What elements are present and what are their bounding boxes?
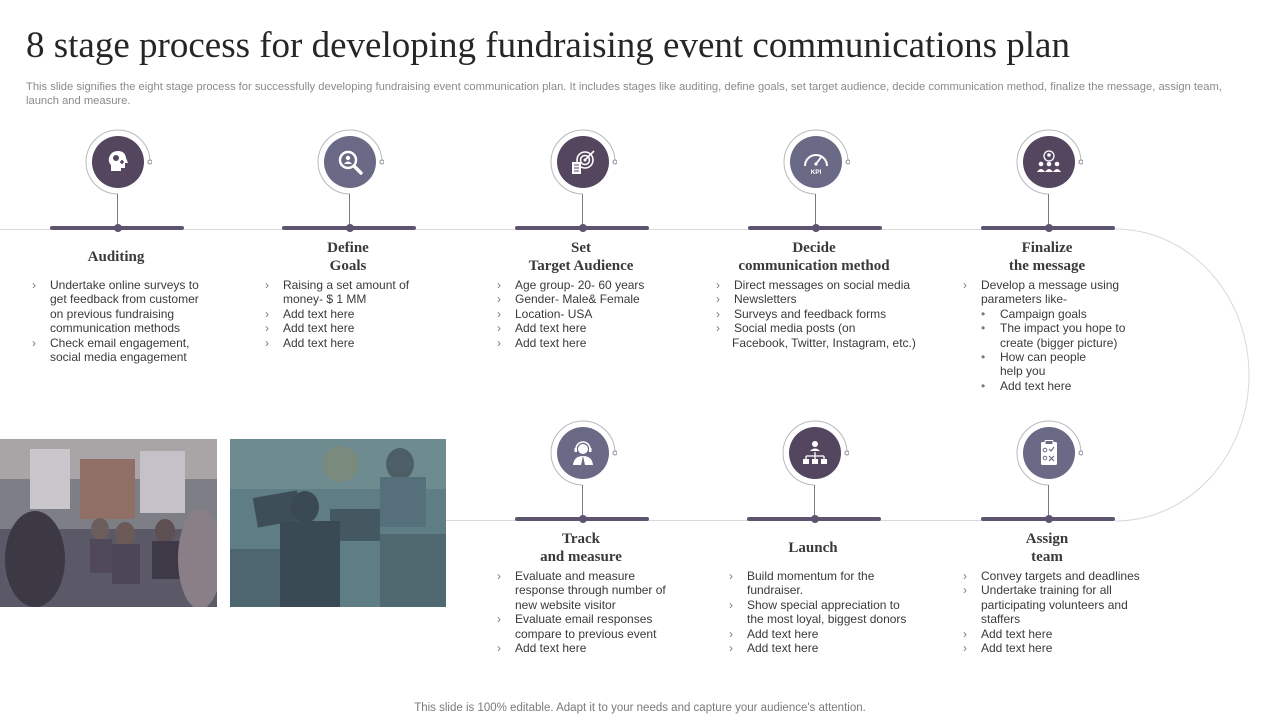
list-item: › Location- USA: [495, 307, 665, 321]
list-item: › Build momentum for the fundraiser.: [727, 569, 877, 598]
list-item: • The impact you hope to create (bigger picture): [961, 321, 1146, 350]
list-item: › Age group- 20- 60 years: [495, 278, 665, 292]
magnifier-icon: [324, 136, 376, 188]
list-item: › Add text here: [263, 336, 433, 350]
stage-title: Auditing: [87, 249, 145, 265]
svg-text:KPI: KPI: [810, 169, 822, 176]
target-icon: [557, 136, 609, 188]
list-item: › Add text here: [263, 307, 433, 321]
list-item: › Add text here: [495, 321, 665, 335]
stage-details: [727, 569, 917, 655]
list-item: › Undertake training for all participating volunteers and staffers: [961, 583, 1136, 626]
stage-title: Track and measure: [540, 531, 622, 565]
org-chart-icon: [789, 427, 841, 479]
stage-title: Launch: [788, 540, 838, 556]
list-item: › Convey targets and deadlines: [961, 569, 1161, 583]
list-item: › Evaluate email responses compare to previous event: [495, 612, 675, 641]
list-item: › Add text here: [961, 641, 1161, 655]
stage-details: [495, 278, 665, 350]
stage-details: [714, 278, 934, 350]
checklist-icon: [1023, 427, 1075, 479]
list-item: › Add text here: [727, 641, 917, 655]
list-item: › Social media posts (on: [714, 321, 934, 335]
list-item: › Direct messages on social media: [714, 278, 934, 292]
stage-details: [495, 569, 675, 655]
team-network-icon: [1023, 136, 1075, 188]
list-item: › Surveys and feedback forms: [714, 307, 934, 321]
stage-title: Define Goals: [327, 240, 369, 274]
list-item: › Add text here: [263, 321, 433, 335]
list-item: › Develop a message using parameters like-: [961, 278, 1156, 307]
list-item: › Evaluate and measure response through number of new website visitor: [495, 569, 675, 612]
list-item: › Gender- Male& Female: [495, 292, 665, 306]
stage-title: Finalize the message: [1008, 240, 1086, 274]
list-item: › Add text here: [727, 627, 917, 641]
stage-details: [30, 278, 210, 364]
list-item: • Campaign goals: [961, 307, 1156, 321]
kpi-gauge-icon: [790, 136, 842, 188]
list-item: › Check email engagement, social media engagement: [30, 336, 210, 365]
list-item: Facebook, Twitter, Instagram, etc.): [732, 335, 916, 350]
page-subtitle: This slide signifies the eight stage process for successfully developing fundraising event communication plan. It includes stages like auditing, define goals, set target audience, decide communication method, finalize the message, assign team, launch and measure.: [26, 81, 1222, 107]
list-item: › Newsletters: [714, 292, 934, 306]
event-photo-1: [0, 439, 217, 607]
list-item: › Raising a set amount of money- $ 1 MM: [263, 278, 433, 307]
list-item: • How can people help you: [961, 350, 1111, 379]
stage-title: Decide communication method: [738, 240, 890, 274]
list-item: › Undertake online surveys to get feedback from customer on previous fundraising communication methods: [30, 278, 210, 336]
list-item: › Show special appreciation to the most loyal, biggest donors: [727, 598, 917, 627]
stage-details: [961, 278, 1156, 393]
page-title: 8 stage process for developing fundraising event communications plan: [26, 25, 1070, 66]
event-photo-2: [230, 439, 446, 607]
list-item: • Add text here: [961, 379, 1156, 393]
stage-title: Assign team: [1025, 531, 1069, 565]
support-agent-icon: [557, 427, 609, 479]
list-item: › Add text here: [961, 627, 1161, 641]
stage-details: [263, 278, 433, 350]
list-item: › Add text here: [495, 336, 665, 350]
stage-details: [961, 569, 1161, 655]
footer-note: This slide is 100% editable. Adapt it to your needs and capture your audience's attention.: [414, 702, 866, 714]
stage-title: Set Target Audience: [528, 240, 634, 274]
list-item: › Add text here: [495, 641, 675, 655]
idea-head-icon: [92, 136, 144, 188]
